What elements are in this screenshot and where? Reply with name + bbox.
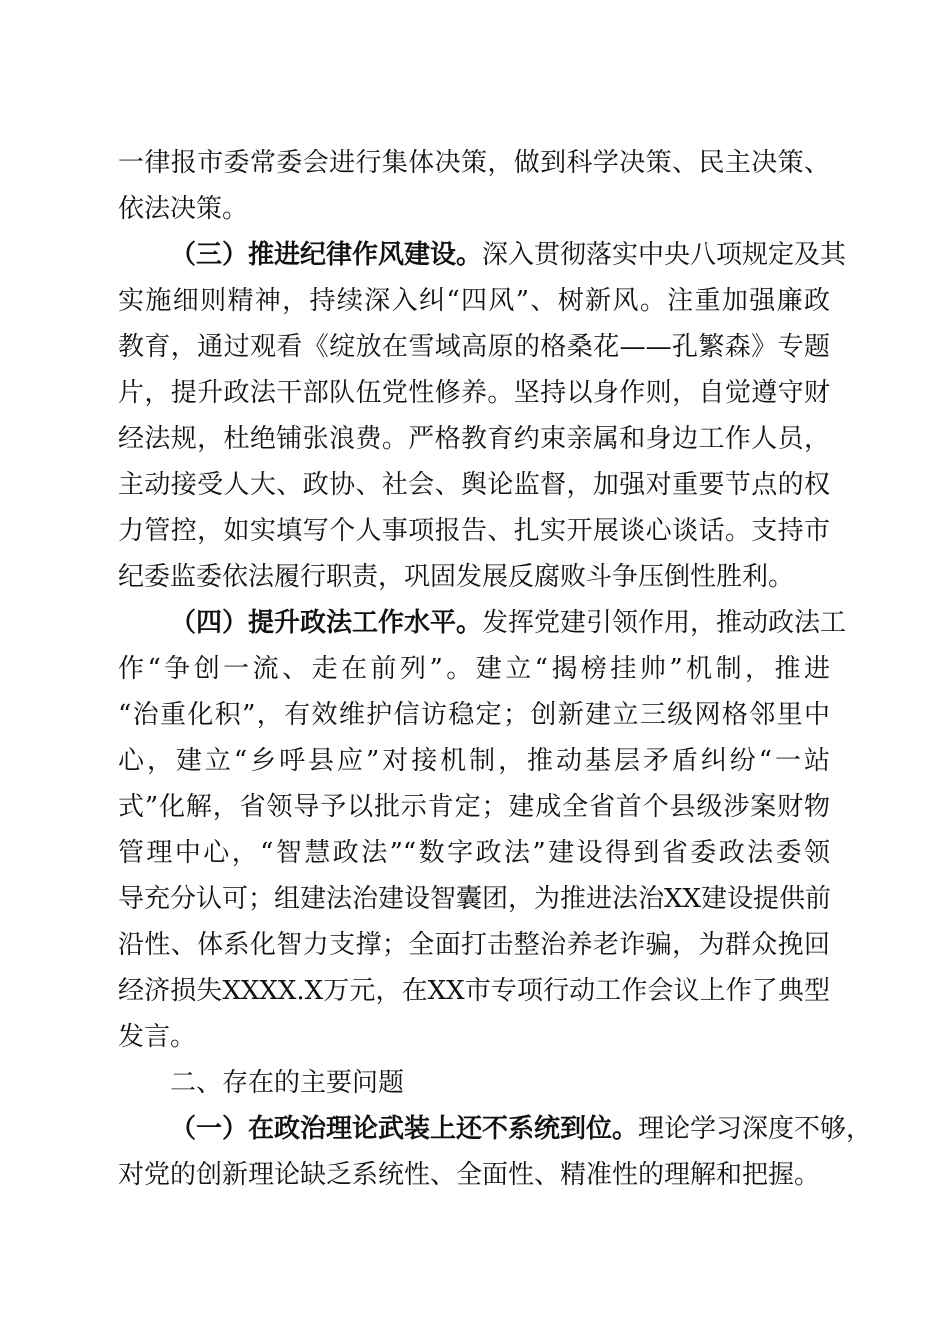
- text-line: 主动接受人大、政协、社会、舆论监督，加强对重要节点的权: [118, 470, 830, 500]
- text-line: 实施细则精神，持续深入纠“四风”、树新风。注重加强廉政: [118, 286, 830, 316]
- text-line: 力管控，如实填写个人事项报告、扎实开展谈心谈话。支持市: [118, 516, 830, 546]
- text-line: 片，提升政法干部队伍党性修养。坚持以身作则，自觉遵守财: [118, 378, 830, 408]
- text-line: 管理中心，“智慧政法”“数字政法”建设得到省委政法委领: [118, 838, 830, 868]
- text-line: 经法规，杜绝铺张浪费。严格教育约束亲属和身边工作人员，: [118, 424, 830, 454]
- paragraph-4-heading: （四）提升政法工作水平。: [170, 608, 483, 638]
- text-line: 教育，通过观看《绽放在雪域高原的格桑花——孔繁森》专题: [118, 332, 830, 362]
- text-line: “治重化积”，有效维护信访稳定；创新建立三级网格邻里中: [118, 700, 830, 730]
- text-line: 发言。: [118, 1022, 197, 1052]
- text-line: 经济损失XXXX.X万元，在XX市专项行动工作会议上作了典型: [118, 976, 830, 1006]
- text-line: 依法决策。: [118, 194, 249, 224]
- problem-1-first-line: [170, 1112, 873, 1146]
- text-line: 导充分认可；组建法治建设智囊团，为推进法治XX建设提供前: [118, 884, 832, 914]
- problem-1-text: 理论学习深度不够，: [638, 1114, 873, 1144]
- text-line: 纪委监委依法履行职责，巩固发展反腐败斗争压倒性胜利。: [118, 562, 795, 592]
- problem-1-heading: （一）在政治理论武装上还不系统到位。: [170, 1114, 639, 1144]
- text-line: 对党的创新理论缺乏系统性、全面性、精准性的理解和把握。: [118, 1160, 821, 1190]
- text-line: 沿性、体系化智力支撑；全面打击整治养老诈骗，为群众挽回: [118, 930, 830, 960]
- paragraph-3-first-line: [170, 238, 847, 272]
- text-line: 作“争创一流、走在前列”。建立“揭榜挂帅”机制，推进: [118, 654, 830, 684]
- paragraph-4-first-line: [170, 606, 847, 640]
- section-2-title: 二、存在的主要问题: [170, 1068, 405, 1098]
- paragraph-4-text: 发挥党建引领作用，推动政法工: [482, 608, 847, 638]
- paragraph-3-heading: （三）推进纪律作风建设。: [170, 240, 483, 270]
- text-line: 心，建立“乡呼县应”对接机制，推动基层矛盾纠纷“一站: [118, 746, 830, 776]
- text-line: 式”化解，省领导予以批示肯定；建成全省首个县级涉案财物: [118, 792, 830, 822]
- paragraph-3-text: 深入贯彻落实中央八项规定及其: [482, 240, 847, 270]
- text-line: 一律报市委常委会进行集体决策，做到科学决策、民主决策、: [118, 148, 830, 178]
